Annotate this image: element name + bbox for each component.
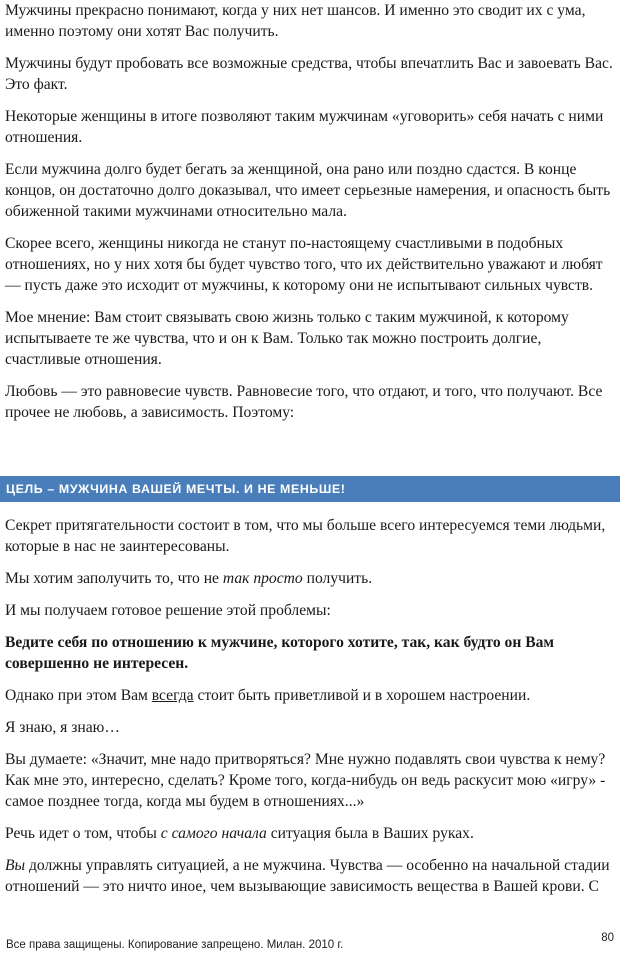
- text-run: Мы хотим заполучить то, что не: [5, 570, 223, 587]
- text-run: Однако при этом Вам: [5, 687, 152, 704]
- underlined-text: всегда: [151, 687, 194, 704]
- paragraph: Вы думаете: «Значит, мне надо притворяться? Мне нужно подавлять свои чувства к нему? Как мне это, интересно, сделать? Кроме того, когда-нибудь он ведь раскусит мою «игру» - самое позднее тогда, когда мы будем в отношениях...»: [5, 751, 606, 810]
- paragraph: Некоторые женщины в итоге позволяют таким мужчинам «уговорить» себя начать с ними отношения.: [5, 108, 604, 146]
- paragraph: И мы получаем готовое решение этой проблемы:: [5, 602, 331, 619]
- italic-text: Вы: [5, 857, 26, 874]
- section-main: [5, 515, 613, 908]
- italic-text: так просто: [222, 570, 303, 587]
- text-run: Речь идет о том, чтобы: [5, 825, 161, 842]
- footer-copyright: Все права защищены. Копирование запрещено. Милан. 2010 г.: [6, 939, 344, 951]
- text-run: ситуация была в Ваших руках.: [266, 825, 474, 842]
- italic-text: с самого начала: [160, 825, 267, 842]
- paragraph: [5, 855, 613, 897]
- bold-statement: Ведите себя по отношению к мужчине, которого хотите, так, как будто он Вам совершенно не интересен.: [5, 634, 555, 672]
- paragraph: Если мужчина долго будет бегать за женщиной, она рано или поздно сдастся. В конце концов, он достаточно долго доказывал, что имеет серьезные намерения, и опасность быть обиженной такими мужчинами относительно мала.: [5, 161, 611, 220]
- paragraph: Мужчины прекрасно понимают, когда у них нет шансов. И именно это сводит их с ума, именно поэтому они хотят Вас получить.: [5, 2, 586, 40]
- paragraph: [5, 568, 613, 589]
- paragraph: [5, 685, 613, 706]
- section-heading: ЦЕЛЬ – МУЖЧИНА ВАШЕЙ МЕЧТЫ. И НЕ МЕНЬШЕ!: [0, 476, 620, 502]
- section-intro: [5, 0, 613, 434]
- paragraph: [5, 823, 613, 844]
- paragraph: Я знаю, я знаю…: [5, 719, 120, 736]
- paragraph: Любовь — это равновесие чувств. Равновесие того, что отдают, и того, что получают. Все прочее не любовь, а зависимость. Поэтому:: [5, 383, 603, 421]
- paragraph: Скорее всего, женщины никогда не станут по-настоящему счастливыми в подобных отношениях, но у них хотя бы будет чувство того, что их действительно уважают и любят — пусть даже это исходит от мужчины, к которому они не испытывают сильных чувств.: [5, 235, 603, 294]
- text-run: стоит быть приветливой и в хорошем настроении.: [193, 687, 531, 704]
- text-run: должны управлять ситуацией, а не мужчина. Чувства — особенно на начальной стадии отношений — это ничто иное, чем вызывающие зависимость вещества в Вашей крови. С: [5, 857, 610, 895]
- paragraph: Мое мнение: Вам стоит связывать свою жизнь только с таким мужчиной, к которому испытываете те же чувства, что и он к Вам. Только так можно построить долгие, счастливые отношения.: [5, 309, 569, 368]
- page-number: 80: [601, 932, 614, 944]
- paragraph: Секрет притягательности состоит в том, что мы больше всего интересуемся теми людьми, которые в нас не заинтересованы.: [5, 517, 606, 555]
- text-run: получить.: [302, 570, 373, 587]
- paragraph: Мужчины будут пробовать все возможные средства, чтобы впечатлить Вас и завоевать Вас. Это факт.: [5, 55, 613, 93]
